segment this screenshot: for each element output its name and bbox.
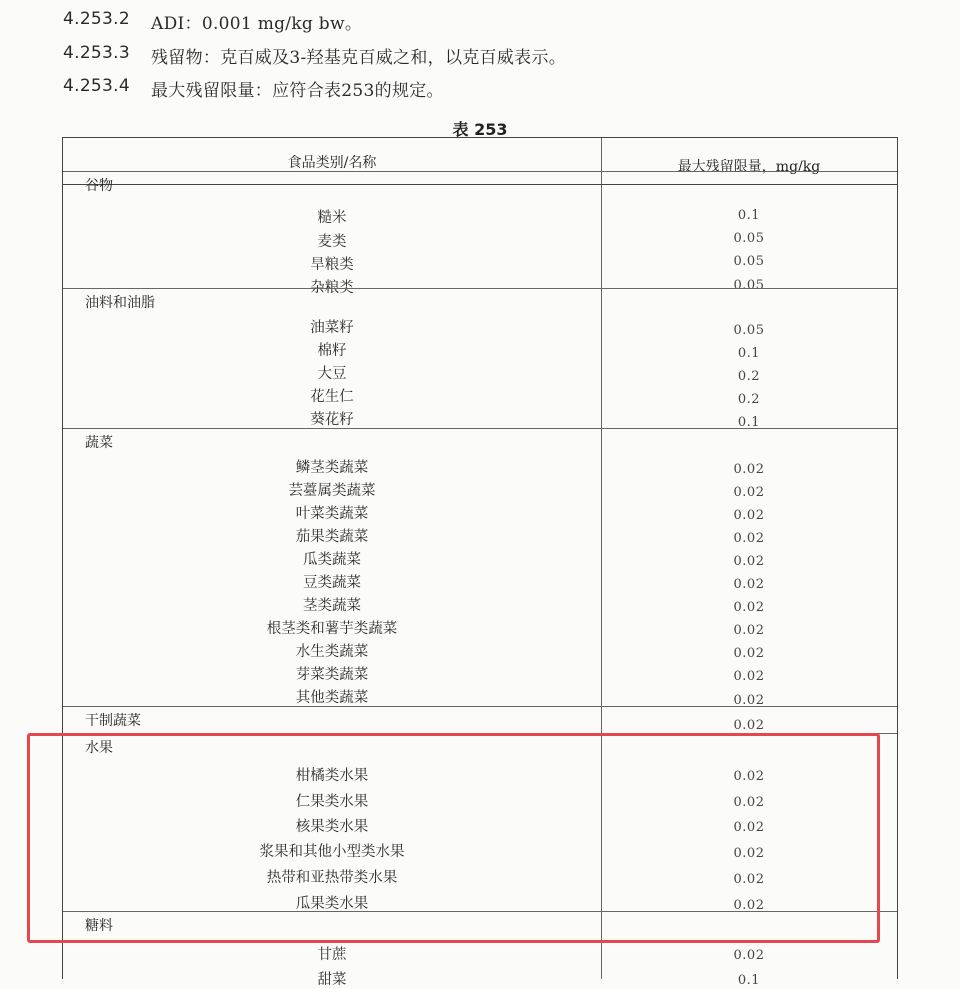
group-label: 谷物 [85, 178, 113, 194]
clause-number: 4.253.4 [63, 76, 130, 96]
table-row-name: 棉籽 [317, 343, 347, 359]
table-row-value: 0.02 [733, 693, 765, 708]
table-row-name: 豆类蔬菜 [303, 575, 361, 591]
clause-4-253-3 [63, 43, 566, 68]
table-row-name: 茎类蔬菜 [303, 598, 361, 614]
table-row-value: 0.1 [737, 415, 761, 430]
table-row-value: 0.02 [733, 898, 765, 913]
clause-text: 最大残留限量：应符合表253的规定。 [151, 81, 444, 101]
table-row-name: 热带和亚热带类水果 [266, 870, 398, 886]
table-row-value: 0.02 [733, 554, 765, 569]
table-row-name: 芽菜类蔬菜 [295, 667, 369, 683]
table-row-value: 0.05 [733, 323, 765, 338]
table-row-name: 甜菜 [317, 972, 347, 988]
table-row-value: 0.02 [733, 577, 765, 592]
table-row-name: 旱粮类 [310, 257, 354, 273]
table-row-value: 0.02 [733, 669, 765, 684]
table-row-value: 0.02 [733, 462, 765, 477]
table-row-value: 0.1 [737, 973, 761, 988]
clause-number: 4.253.3 [63, 43, 130, 63]
table-row-name: 油菜籽 [310, 320, 354, 336]
group-label: 蔬菜 [85, 435, 113, 451]
group-label: 水果 [85, 740, 113, 756]
group-label: 干制蔬菜 [85, 713, 141, 729]
table-row-name: 葵花籽 [310, 412, 354, 428]
header-max-residue-limit: 最大残留限量，mg/kg [677, 159, 821, 175]
table-row-value: 0.05 [733, 254, 765, 269]
table-row-name: 花生仁 [310, 389, 354, 405]
table-row-value: 0.02 [733, 820, 765, 835]
table-row-name: 柑橘类水果 [295, 768, 369, 784]
table-row-value: 0.02 [733, 846, 765, 861]
table-row-name: 其他类蔬菜 [295, 690, 369, 706]
table-row-value: 0.2 [737, 392, 761, 407]
group-value: 0.02 [733, 718, 765, 733]
table-row-name: 茄果类蔬菜 [295, 529, 369, 545]
group-divider [63, 428, 897, 429]
table-row-value: 0.02 [733, 600, 765, 615]
group-label: 糖料 [85, 918, 113, 934]
table-row-value: 0.02 [733, 531, 765, 546]
table-row-value: 0.02 [733, 795, 765, 810]
table-row-name: 大豆 [317, 366, 347, 382]
group-divider [63, 706, 897, 707]
table-row-name: 仁果类水果 [295, 794, 369, 810]
table-row-value: 0.02 [733, 485, 765, 500]
table-row-value: 0.02 [733, 508, 765, 523]
group-divider [63, 171, 897, 172]
clause-4-253-2 [63, 9, 362, 34]
table-row-value: 0.02 [733, 948, 765, 963]
table-row-value: 0.05 [733, 231, 765, 246]
table-row-value: 0.1 [737, 208, 761, 223]
table-row-value: 0.02 [733, 623, 765, 638]
table-row-value: 0.02 [733, 646, 765, 661]
group-label: 油料和油脂 [85, 295, 155, 311]
table-row-name: 水生类蔬菜 [295, 644, 369, 660]
table-row-value: 0.2 [737, 369, 761, 384]
table-caption: 表 253 [452, 120, 508, 139]
highlight-box-fruits [27, 733, 880, 943]
table-row-name: 杂粮类 [310, 280, 354, 296]
clause-4-253-4 [63, 76, 444, 101]
table-row-name: 甘蔗 [317, 947, 347, 963]
table-row-value: 0.1 [737, 346, 761, 361]
table-row-name: 糙米 [317, 210, 347, 226]
table-row-name: 根茎类和薯芋类蔬菜 [266, 621, 398, 637]
table-row-name: 浆果和其他小型类水果 [259, 844, 405, 860]
table-row-name: 瓜类蔬菜 [303, 552, 361, 568]
header-food-category: 食品类别/名称 [287, 155, 377, 171]
table-header [63, 138, 897, 185]
table-row-name: 核果类水果 [295, 819, 369, 835]
table-row-name: 芸薹属类蔬菜 [288, 483, 376, 499]
table-row-name: 鳞茎类蔬菜 [295, 460, 369, 476]
clause-text: 残留物：克百威及3-羟基克百威之和，以克百威表示。 [151, 48, 567, 68]
table-row-value: 0.05 [733, 278, 765, 293]
table-row-name: 叶菜类蔬菜 [295, 506, 369, 522]
table-row-name: 麦类 [317, 234, 347, 250]
group-divider [63, 288, 897, 289]
clause-number: 4.253.2 [63, 9, 130, 29]
clause-text: ADI：0.001 mg/kg bw。 [151, 14, 363, 34]
table-row-value: 0.02 [733, 769, 765, 784]
table-row-name: 瓜果类水果 [295, 896, 369, 912]
table-row-value: 0.02 [733, 872, 765, 887]
